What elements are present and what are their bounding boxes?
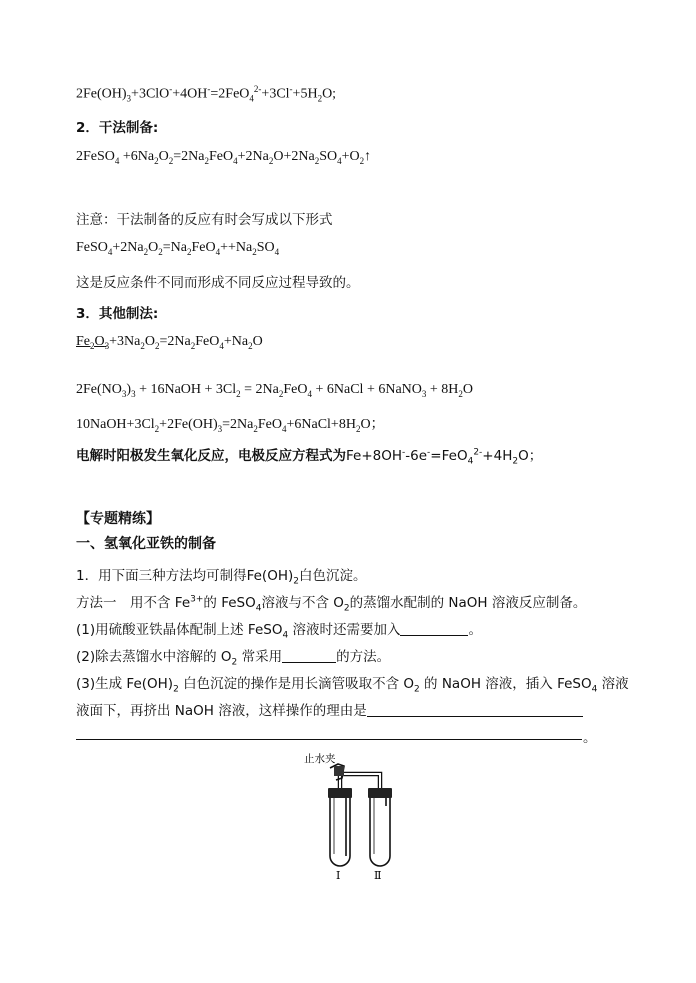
answer-blank-1[interactable]	[400, 622, 468, 636]
clamp-label: 止水夹	[304, 753, 336, 765]
note-line: 注意：干法制备的反应有时会写成以下形式	[76, 212, 333, 228]
equation-fe2o3: $Fe_2O_3+3Na_2O_2=2Na_2FeO_4+Na_2O$	[76, 334, 263, 351]
electrolysis-statement: 电解时阳极发生氧化反应，电极反应方程式为$Fe+8OH^--6e^-=FeO_4^{2-}+4H_2O$；	[76, 447, 543, 467]
test-tube-2	[370, 798, 390, 866]
method1: 方法一 用不含 $Fe^{3+}$的 FeSO$_4$溶液与不含 $O_2$的蒸馏水配制的 NaOH 溶液反应制备。	[76, 594, 587, 614]
note-reason: 这是反应条件不同而形成不同反应过程导致的。	[76, 275, 360, 291]
sub-question-2: (2)除去蒸馏水中溶解的 $O_2$ 常采用 的方法。	[76, 649, 391, 668]
answer-blank-2[interactable]	[282, 649, 336, 663]
apparatus-figure	[300, 748, 410, 883]
sub-question-3-end: 。	[583, 730, 597, 746]
test-tube-1	[330, 798, 350, 866]
practice-title: 【专题精练】	[76, 511, 160, 527]
equation-nitrate: $2Fe(NO_3)_3$ + 16NaOH + $3Cl_2 = 2Na_2FeO_4$ + 6NaCl + 6NaNO$_3$ + $8H_2O$	[76, 382, 474, 399]
section-other-title: 3．其他制法:	[76, 306, 159, 322]
sub-question-3: (3)生成 $Fe(OH)_2$ 白色沉淀的操作是用长滴管吸取不含 $O_2$ 的 NaOH 溶液，插入 FeSO$_4$ 溶液	[76, 676, 629, 695]
equation-chlorine: $10NaOH+3Cl_2+2Fe(OH)_3=2Na_2FeO_4+6NaCl+8H_2O$；	[76, 417, 385, 434]
section-dry-title: 2．干法制备:	[76, 120, 159, 136]
sub-question-1: (1)用硫酸亚铁晶体配制上述 FeSO$_4$ 溶液时还需要加入 。	[76, 622, 482, 641]
tube-2-label: Ⅱ	[374, 869, 382, 882]
equation-dry-method: 2FeSO$_4$ $+6Na_2O_2=2Na_2FeO_4+2Na_2O+2Na_2SO_4+O_2↑$	[76, 149, 372, 166]
equation-wet-oxidation: $2Fe(OH)_3+3ClO^-+4OH^-=2FeO_4^{2-}+3Cl^-+5H_2O$;	[76, 84, 337, 104]
sub-question-3-line2: 液面下，再挤出 NaOH 溶液，这样操作的理由是	[76, 699, 583, 719]
answer-blank-3[interactable]	[367, 703, 583, 717]
tube-1-label: Ⅰ	[336, 869, 341, 882]
answer-blank-3-continued[interactable]	[76, 739, 582, 740]
stopper-2	[368, 788, 392, 798]
connecting-tube	[340, 774, 380, 790]
question-stem: 1．用下面三种方法均可制得$Fe(OH)_2$白色沉淀。	[76, 568, 367, 587]
topic1-title: 一、氢氧化亚铁的制备	[76, 536, 216, 552]
equation-dry-alt: $FeSO_4+2Na_2O_2=Na_2FeO_4++Na_2SO_4$	[76, 240, 280, 257]
stopper-1	[328, 788, 352, 798]
